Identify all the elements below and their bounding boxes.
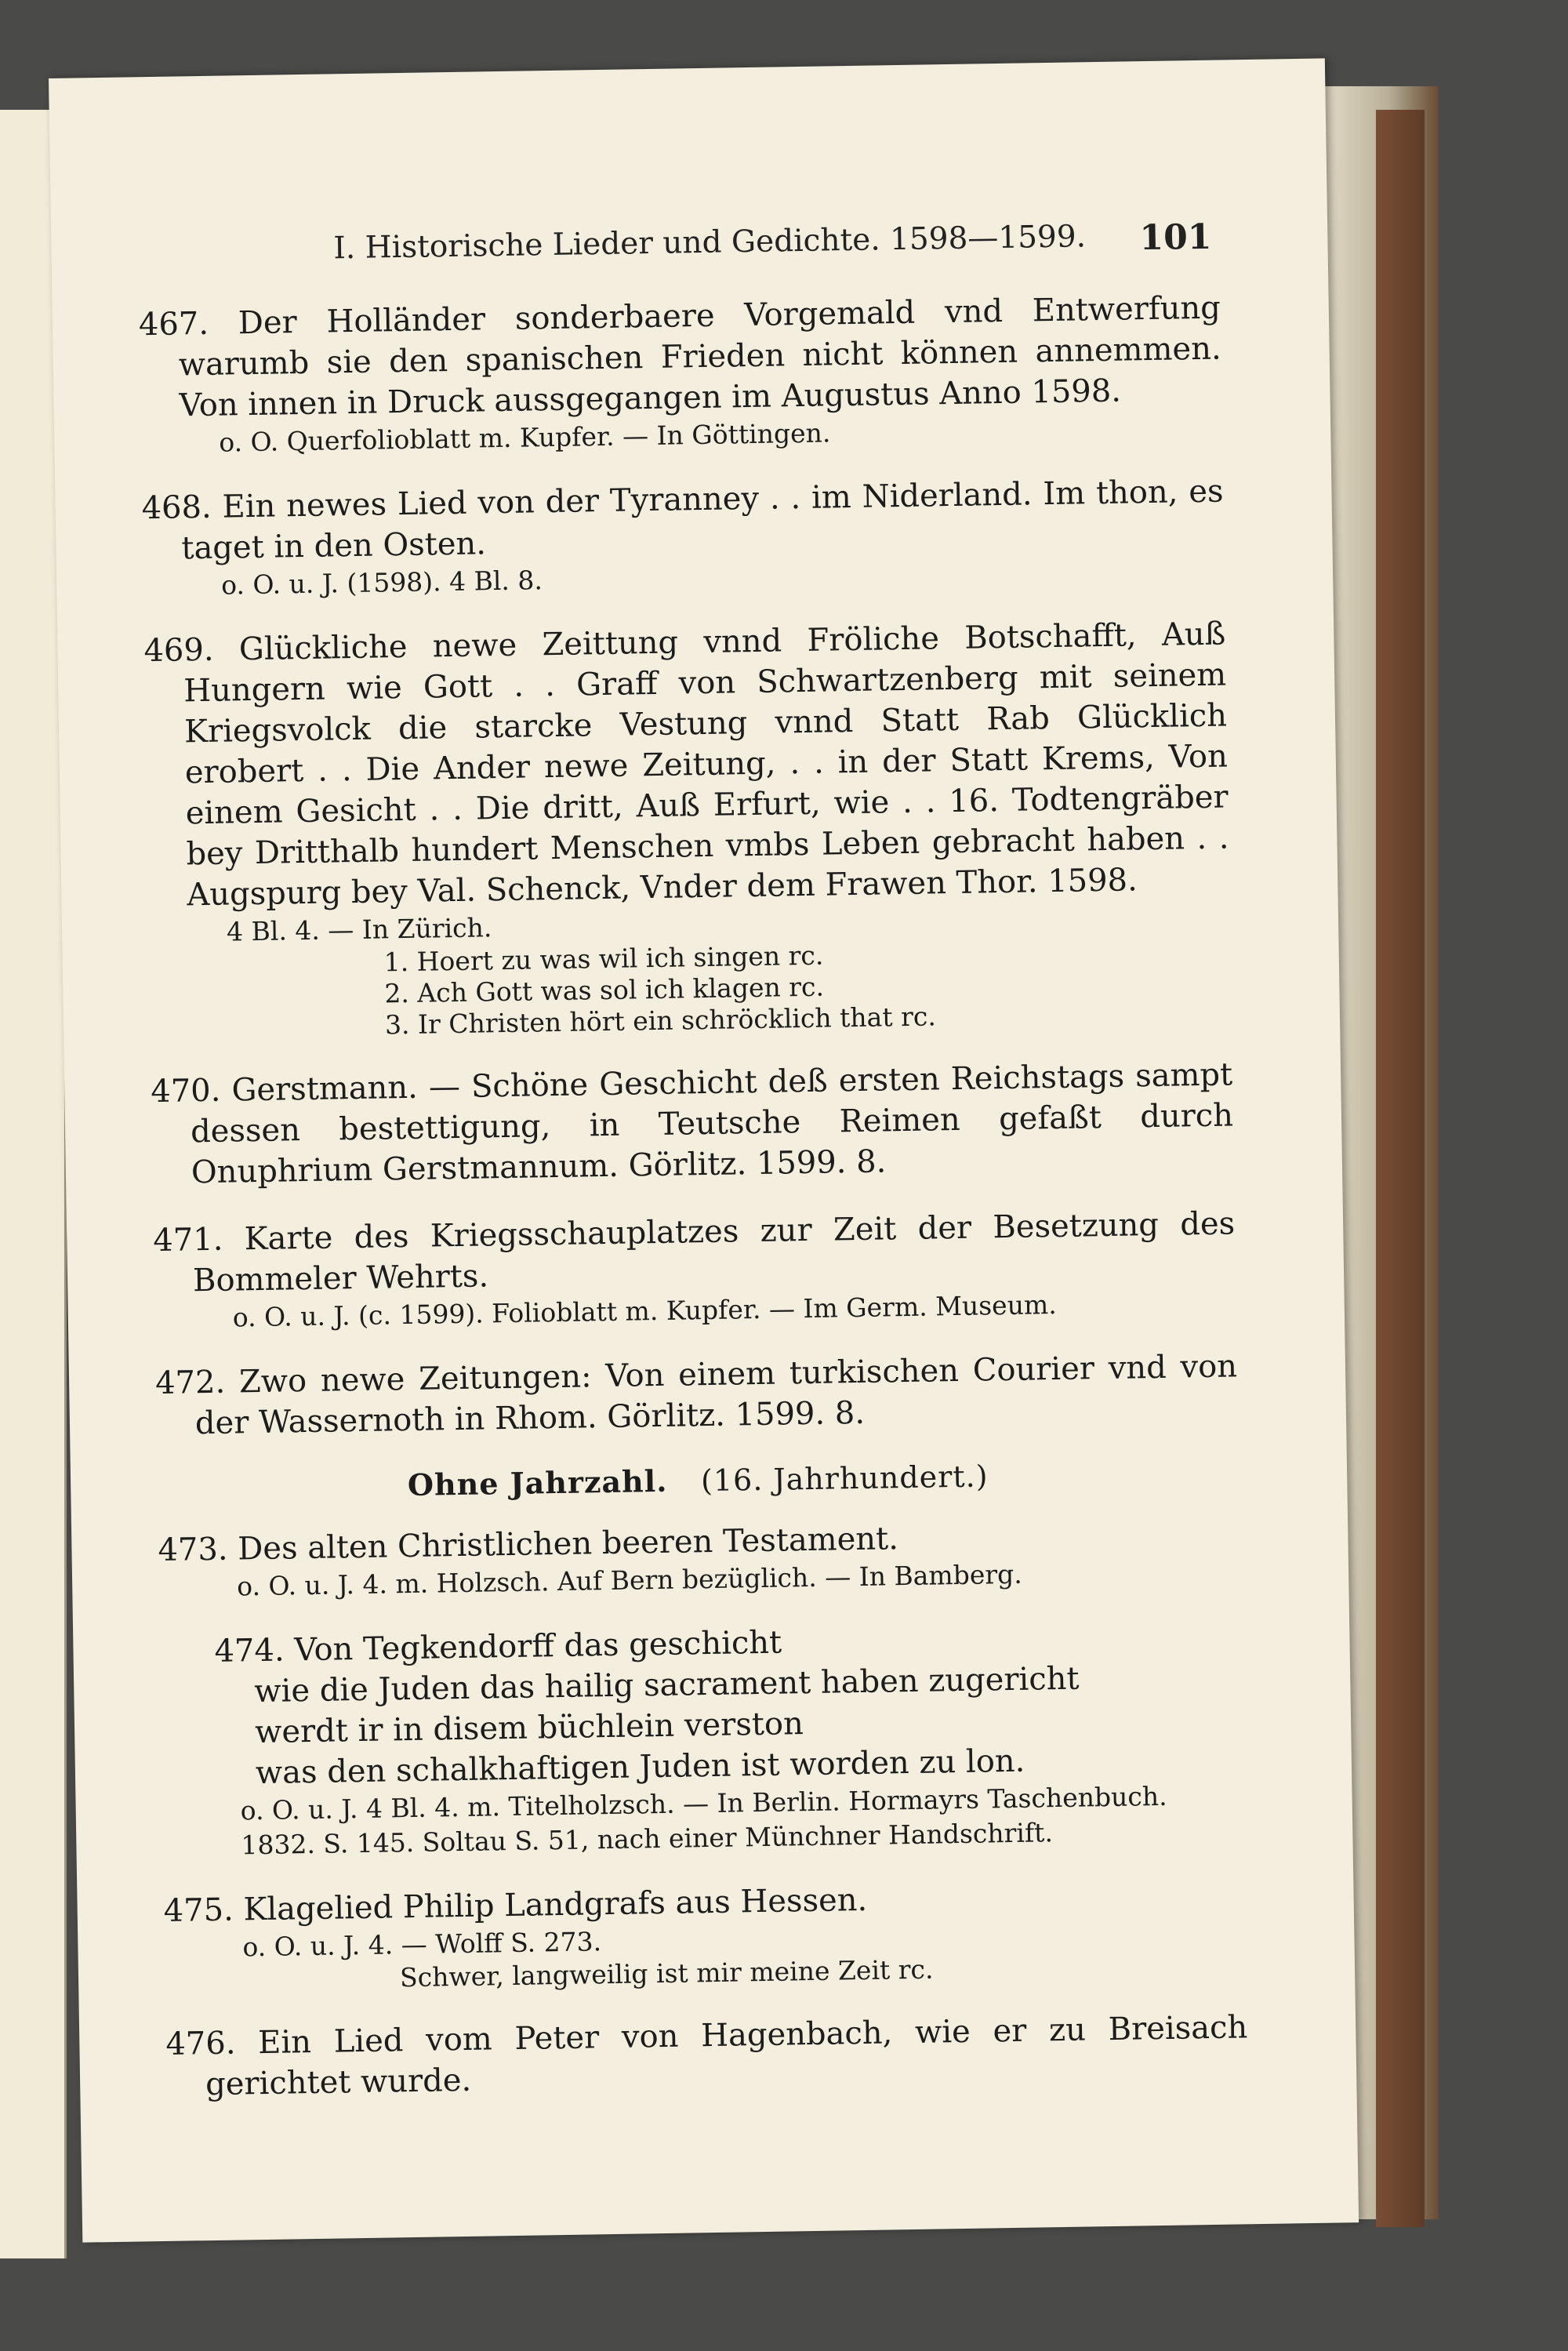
incipit-line: 2. Ach Gott was sol ich klagen rc.	[384, 971, 825, 1009]
entry-meta: o. O. Querfolioblatt m. Kupfer. — In Göttingen.	[219, 417, 831, 458]
section-title: Ohne Jahrzahl.	[407, 1463, 668, 1503]
entry-468	[141, 471, 1225, 605]
entry-meta: o. O. u. J. 4 Bl. 4. m. Titelholzsch. — In Berlin. Hormayrs Taschenbuch. 1832. S. 145. Soltau S. 51, nach einer Münchner Handschrift.	[240, 1780, 1167, 1861]
entry-476	[165, 2007, 1248, 2106]
entry-meta: o. O. u. J. 4. — Wolff S. 273.	[242, 1926, 602, 1963]
entry-text: 473. Des alten Christlichen beeren Testament.	[158, 1521, 899, 1569]
entry-text: 469. Glückliche newe Zeittung vnnd Fröliche Botschafft, Auß Hungern wie Gott . . Graff von Schwartzenberg mit seinem Kriegsvolck die starcke Vestung vnnd Statt Rab Glücklich erobert . . Die Ander newe Zeitung, . . in der Statt Krems, Von einem Gesicht . . Die dritt, Auß Erfurt, wie . . 16. Todtengräber bey Dritthalb hundert Menschen vmbs Leben gebracht haben . . Augspurg bey Val. Schenck, Vnder dem Frawen Thor. 1598.	[143, 616, 1229, 914]
entry-470	[151, 1054, 1234, 1194]
entry-text: 475. Klagelied Philip Landgrafs aus Hessen.	[163, 1881, 868, 1929]
entry-text: 471. Karte des Kriegsschauplatzes zur Zeit der Besetzung des Bommeler Wehrts.	[152, 1205, 1236, 1299]
entry-meta: o. O. u. J. (1598). 4 Bl. 8.	[220, 565, 543, 601]
section-heading	[157, 1454, 1240, 1506]
entry-meta: o. O. u. J. 4. m. Holzsch. Auf Bern bezüglich. — In Bamberg.	[236, 1558, 1023, 1602]
entry-474	[159, 1615, 1244, 1864]
book-cover-edge	[1376, 110, 1425, 2227]
entry-text: 468. Ein newes Lied von der Tyranney . . im Niderland. Im thon, es taget in den Osten.	[141, 473, 1224, 567]
entry-467	[139, 288, 1223, 462]
entry-text: 476. Ein Lied vom Peter von Hagenbach, wie er zu Breisach gerichtet wurde.	[165, 2009, 1248, 2103]
section-subtitle: (16. Jahrhundert.)	[700, 1459, 989, 1499]
entry-meta: o. O. u. J. (c. 1599). Folioblatt m. Kupfer. — Im Germ. Museum.	[232, 1289, 1057, 1333]
page-number: 101	[1139, 216, 1212, 259]
verse-line: wie die Juden das hailig sacrament haben zugericht	[253, 1660, 1080, 1710]
entry-472	[155, 1346, 1238, 1444]
incipit-line: 3. Ir Christen hört ein schröcklich that rc.	[384, 1001, 937, 1041]
book-page	[49, 58, 1359, 2242]
entry-text: 467. Der Holländer sonderbaere Vorgemald vnd Entwerfung warumb sie den spanischen Frieden nicht können annemmen. Von innen in Druck aussgegangen im Augustus Anno 1598.	[138, 289, 1221, 424]
running-header	[333, 217, 1212, 267]
verse-line: was den schalkhaftigen Juden ist worden zu lon.	[255, 1742, 1025, 1792]
incipit-line: 1. Hoert zu was wil ich singen rc.	[383, 939, 824, 978]
header-title: I. Historische Lieder und Gedichte. 1598—1599.	[333, 219, 1087, 267]
entry-text: 472. Zwo newe Zeitungen: Von einem turkischen Courier vnd von der Wassernoth in Rhom. Görlitz. 1599. 8.	[154, 1348, 1238, 1442]
verse-line: werdt ir in disem büchlein verston	[254, 1706, 804, 1751]
entry-475	[163, 1873, 1247, 1997]
incipit-line: Schwer, langweilig ist mir meine Zeit rc.	[399, 1953, 934, 1993]
entry-meta: 4 Bl. 4. — In Zürich.	[226, 912, 492, 947]
verse-line: 474. Von Tegkendorff das geschicht	[214, 1624, 782, 1670]
entry-469	[143, 614, 1232, 1045]
entry-473	[158, 1513, 1240, 1605]
entry-text: 470. Gerstmann. — Schöne Geschicht deß ersten Reichstags sampt dessen bestettigung, in Teutsche Reimen gefaßt durch Onuphrium Gerstmannum. Görlitz. 1599. 8.	[150, 1056, 1234, 1191]
page-content	[139, 288, 1249, 2132]
entry-471	[153, 1203, 1236, 1336]
